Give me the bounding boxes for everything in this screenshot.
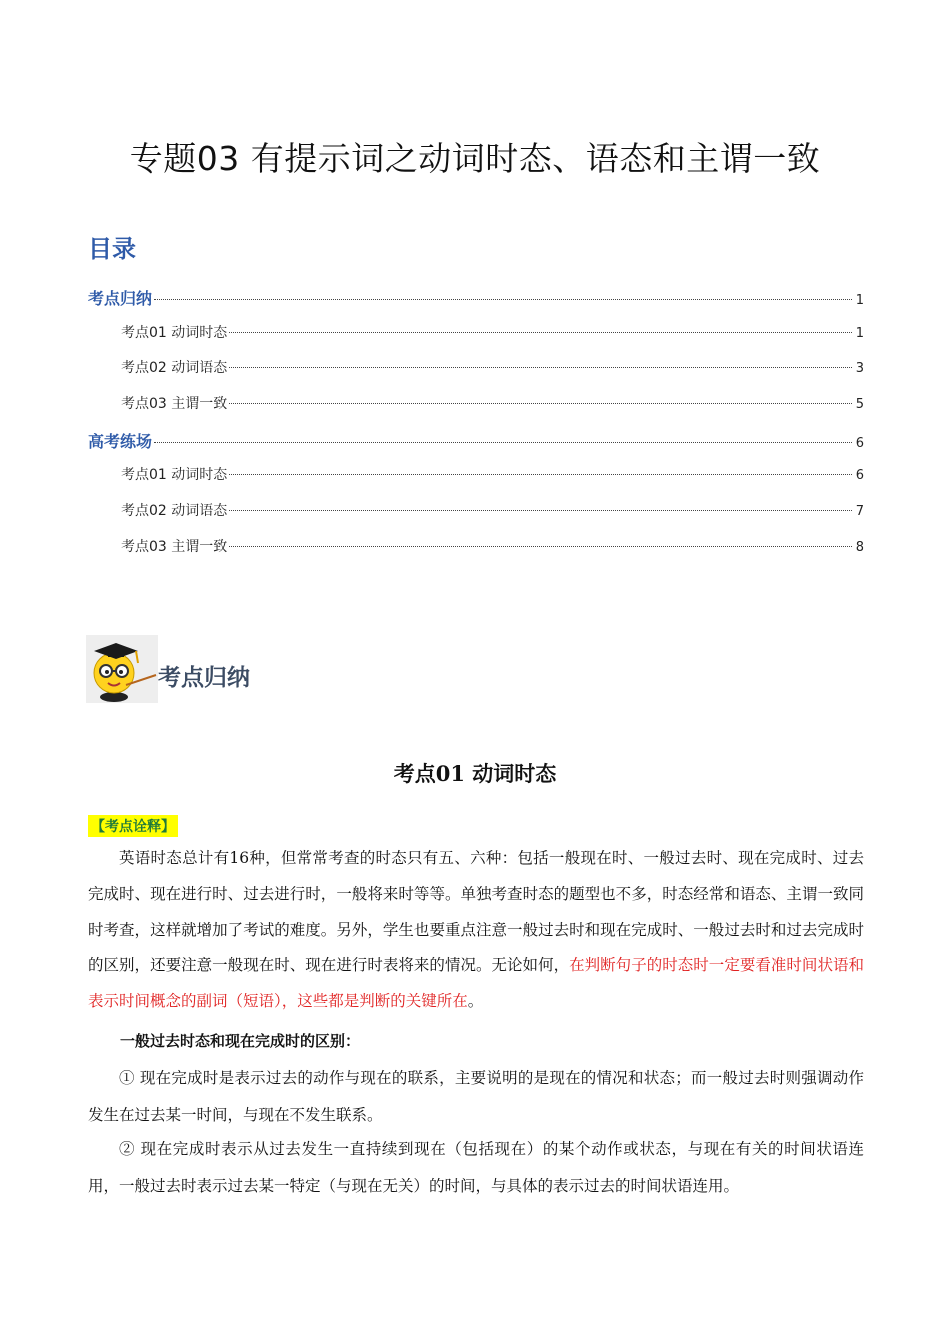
- toc-entry[interactable]: [88, 393, 864, 429]
- toc-leader-dots: [229, 332, 852, 333]
- sub-heading: 一般过去时态和现在完成时的区别：: [120, 1032, 361, 1050]
- toc-entry-page: 5: [855, 397, 864, 413]
- toc-entry-page: 1: [855, 325, 864, 341]
- toc-entry-page: 8: [855, 539, 864, 555]
- toc-entry-page: 6: [855, 435, 864, 451]
- toc-entry[interactable]: [88, 429, 864, 465]
- intro-end: 。: [467, 992, 484, 1011]
- toc-entry[interactable]: [88, 322, 864, 358]
- toc-leader-dots: [154, 442, 852, 443]
- toc-entry-label: 考点归纳: [88, 289, 153, 308]
- toc-leader-dots: [229, 510, 852, 511]
- intro-text: 英语时态总计有16种，但常常考查的时态只有五、六种：包括一般现在时、一般过去时、现在完成时、过去完成时、现在进行时、过去进行时，一般将来时等等。单独考查时态的题型也不多，时态经常和语态、主谓一致同时考查，这样就增加了考试的难度。另外，学生也要重点注意一般过去时和现在完成时、一般过去时和过去完成时的区别，还要注意一般现在时、现在进行时表将来的情况。无论如何，: [88, 849, 864, 975]
- page-title: 专题03 有提示词之动词时态、语态和主谓一致: [129, 139, 821, 178]
- intro-highlight-text: 在判断句子的时态时一定要看准时间状语和表示时间概念的副词（短语），这些都是判断的关键所在: [88, 956, 864, 1011]
- intro-paragraph: [88, 841, 864, 1020]
- toc-entry-label: 高考练场: [88, 431, 153, 451]
- toc-heading: 目录: [88, 235, 136, 263]
- explanation-tag: 【考点诠释】: [88, 815, 178, 837]
- toc-entry-page: 6: [855, 468, 864, 484]
- toc-leader-dots: [154, 299, 852, 300]
- toc-entry[interactable]: [88, 357, 864, 393]
- difference-item-1: ① 现在完成时是表示过去的动作与现在的联系，主要说明的是现在的情况和状态；而一般过去时则强调动作发生在过去某一时间，与现在不发生联系。: [88, 1069, 864, 1124]
- scholar-mascot-icon: [86, 635, 158, 703]
- table-of-contents: [88, 286, 864, 572]
- toc-entry-label: 考点01 动词时态: [121, 324, 228, 341]
- toc-leader-dots: [229, 367, 852, 368]
- difference-item-2: ② 现在完成时表示从过去发生一直持续到现在（包括现在）的某个动作或状态，与现在有关的时间状语连用，一般过去时表示过去某一特定（与现在无关）的时间，与具体的表示过去的时间状语连用。: [88, 1140, 864, 1195]
- toc-entry-label: 考点03 主谓一致: [121, 538, 228, 555]
- point-title: 考点01 动词时态: [393, 761, 557, 786]
- toc-entry-page: 3: [855, 361, 864, 377]
- toc-entry-label: 考点03 主谓一致: [121, 396, 228, 413]
- toc-entry[interactable]: [88, 500, 864, 536]
- section-banner: [86, 635, 386, 703]
- toc-entry[interactable]: [88, 286, 864, 322]
- toc-entry-page: 1: [855, 293, 864, 308]
- toc-entry-page: 7: [855, 504, 864, 520]
- toc-entry-label: 考点02 动词语态: [121, 360, 228, 377]
- toc-leader-dots: [229, 403, 852, 404]
- toc-leader-dots: [229, 546, 852, 547]
- toc-leader-dots: [229, 474, 852, 475]
- toc-entry-label: 考点01 动词时态: [121, 467, 228, 484]
- toc-entry[interactable]: [88, 536, 864, 572]
- section-banner-label: 考点归纳: [158, 665, 250, 691]
- toc-entry[interactable]: [88, 464, 864, 500]
- toc-entry-label: 考点02 动词语态: [121, 503, 228, 520]
